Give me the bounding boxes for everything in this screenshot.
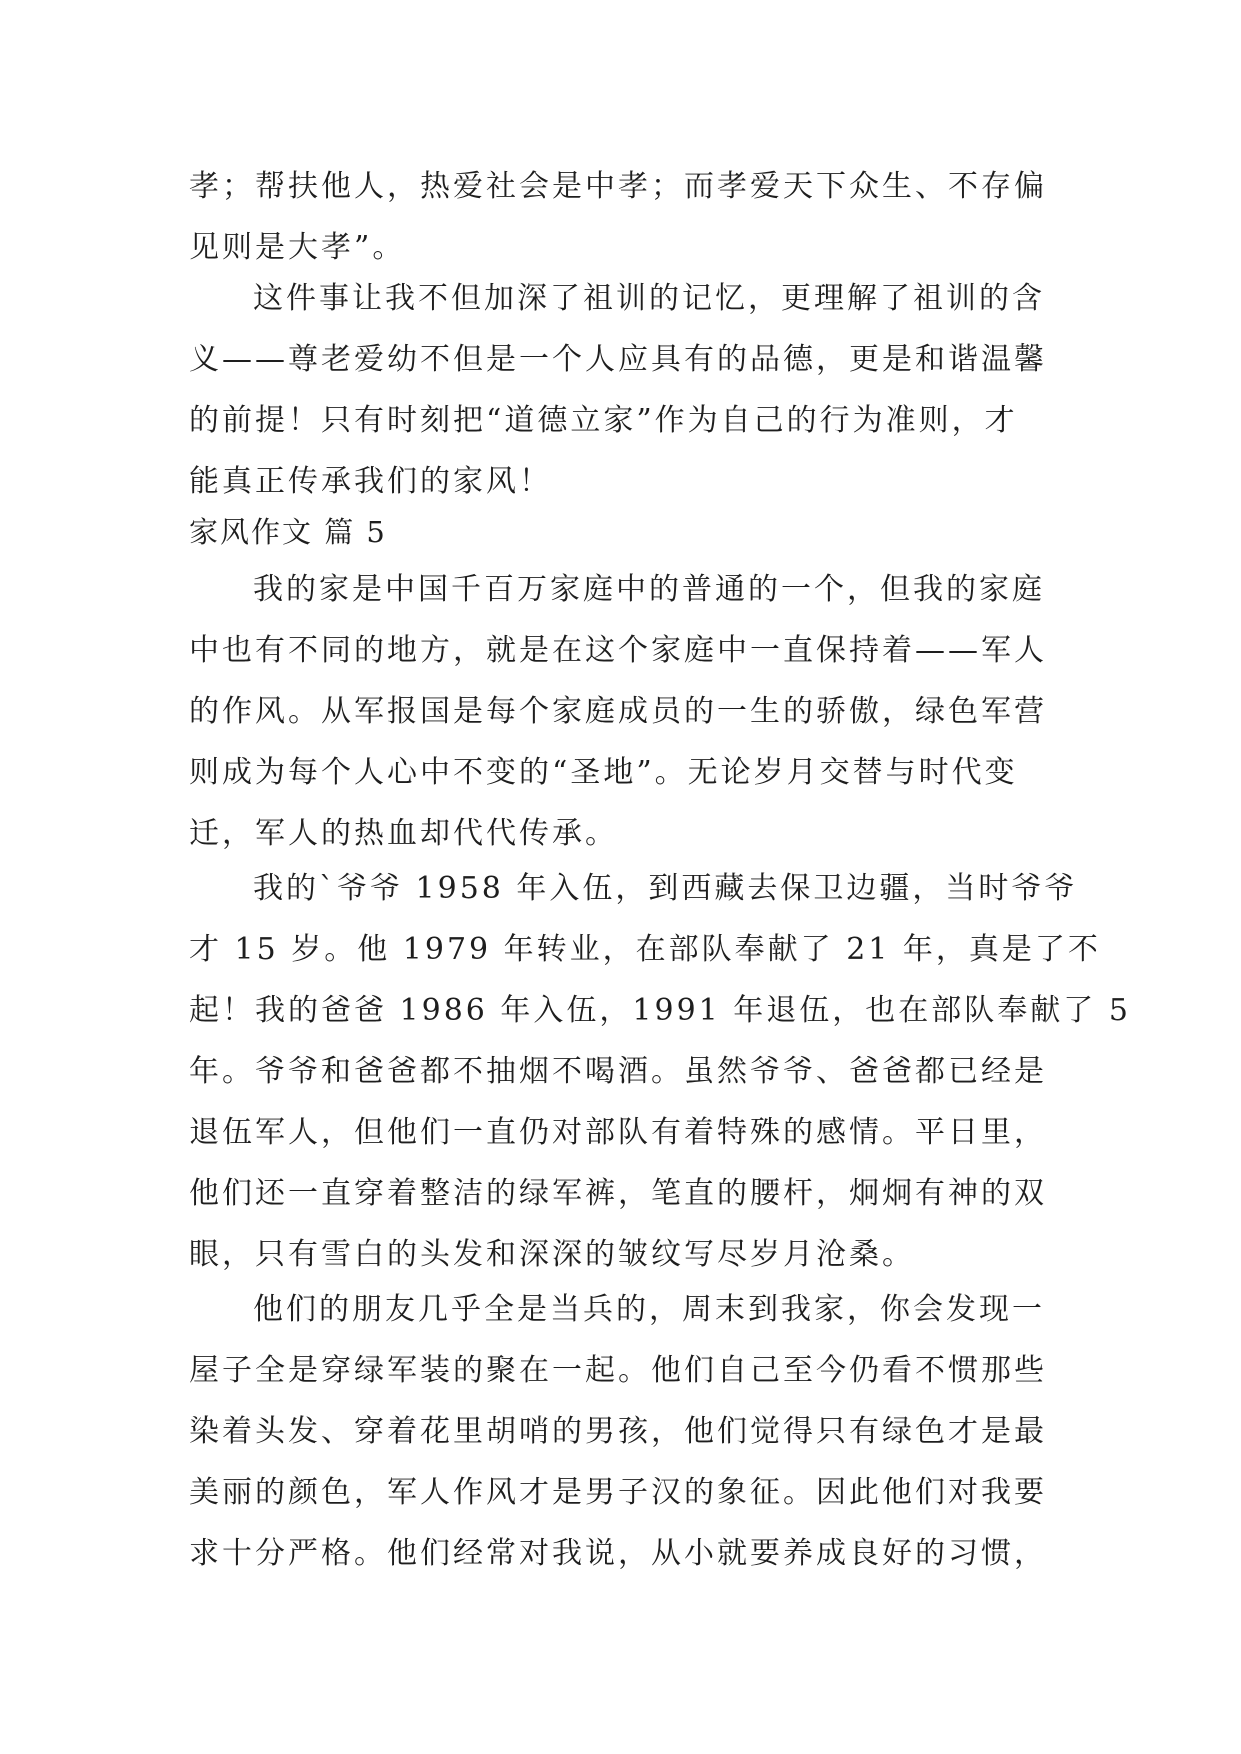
text-line: 能真正传承我们的家风！ (189, 464, 552, 499)
text-line: 义——尊老爱幼不但是一个人应具有的品德，更是和谐温馨 (189, 342, 1047, 377)
paragraph-intro (189, 559, 1061, 864)
text-line: 他们还一直穿着整洁的绿军裤，笔直的腰杆，炯炯有神的双 (189, 1176, 1047, 1211)
text-line: 美丽的颜色，军人作风才是男子汉的象征。因此他们对我要 (189, 1475, 1047, 1510)
text-line: 见则是大孝”。 (189, 230, 406, 265)
paragraph-friends (189, 1279, 1061, 1584)
paragraph-reflection (189, 268, 1061, 512)
text-line: 他们的朋友几乎全是当兵的，周末到我家，你会发现一 (253, 1292, 1045, 1327)
paragraph-family (189, 858, 1131, 1285)
text-line: 这件事让我不但加深了祖训的记忆，更理解了祖训的含 (253, 281, 1045, 316)
text-line: 中也有不同的地方，就是在这个家庭中一直保持着——军人 (189, 633, 1047, 668)
text-line: 的作风。从军报国是每个家庭成员的一生的骄傲，绿色军营 (189, 694, 1047, 729)
text-line: 孝；帮扶他人，热爱社会是中孝；而孝爱天下众生、不存偏 (189, 169, 1047, 204)
text-line: 我的家是中国千百万家庭中的普通的一个，但我的家庭 (253, 572, 1045, 607)
text-line: 起！我的爸爸 1986 年入伍，1991 年退伍，也在部队奉献了 5 (189, 993, 1131, 1028)
text-line: 迁，军人的热血却代代传承。 (189, 816, 618, 851)
text-line: 染着头发、穿着花里胡哨的男孩，他们觉得只有绿色才是最 (189, 1414, 1047, 1449)
text-line: 年。爷爷和爸爸都不抽烟不喝酒。虽然爷爷、爸爸都已经是 (189, 1054, 1047, 1089)
section-heading: 家风作文 篇 5 (189, 515, 387, 549)
text-line: 才 15 岁。他 1979 年转业，在部队奉献了 21 年，真是了不 (189, 932, 1101, 967)
text-line: 的前提！只有时刻把“道德立家”作为自己的行为准则，才 (189, 403, 1018, 438)
text-line: 求十分严格。他们经常对我说，从小就要养成良好的习惯， (189, 1536, 1047, 1571)
paragraph-continued (189, 156, 1061, 278)
text-line: 则成为每个人心中不变的“圣地”。无论岁月交替与时代变 (189, 755, 1018, 790)
text-line: 退伍军人，但他们一直仍对部队有着特殊的感情。平日里， (189, 1115, 1047, 1150)
text-line: 我的`爷爷 1958 年入伍，到西藏去保卫边疆，当时爷爷 (253, 871, 1078, 906)
text-line: 屋子全是穿绿军装的聚在一起。他们自己至今仍看不惯那些 (189, 1353, 1047, 1388)
text-line: 眼，只有雪白的头发和深深的皱纹写尽岁月沧桑。 (189, 1237, 915, 1272)
